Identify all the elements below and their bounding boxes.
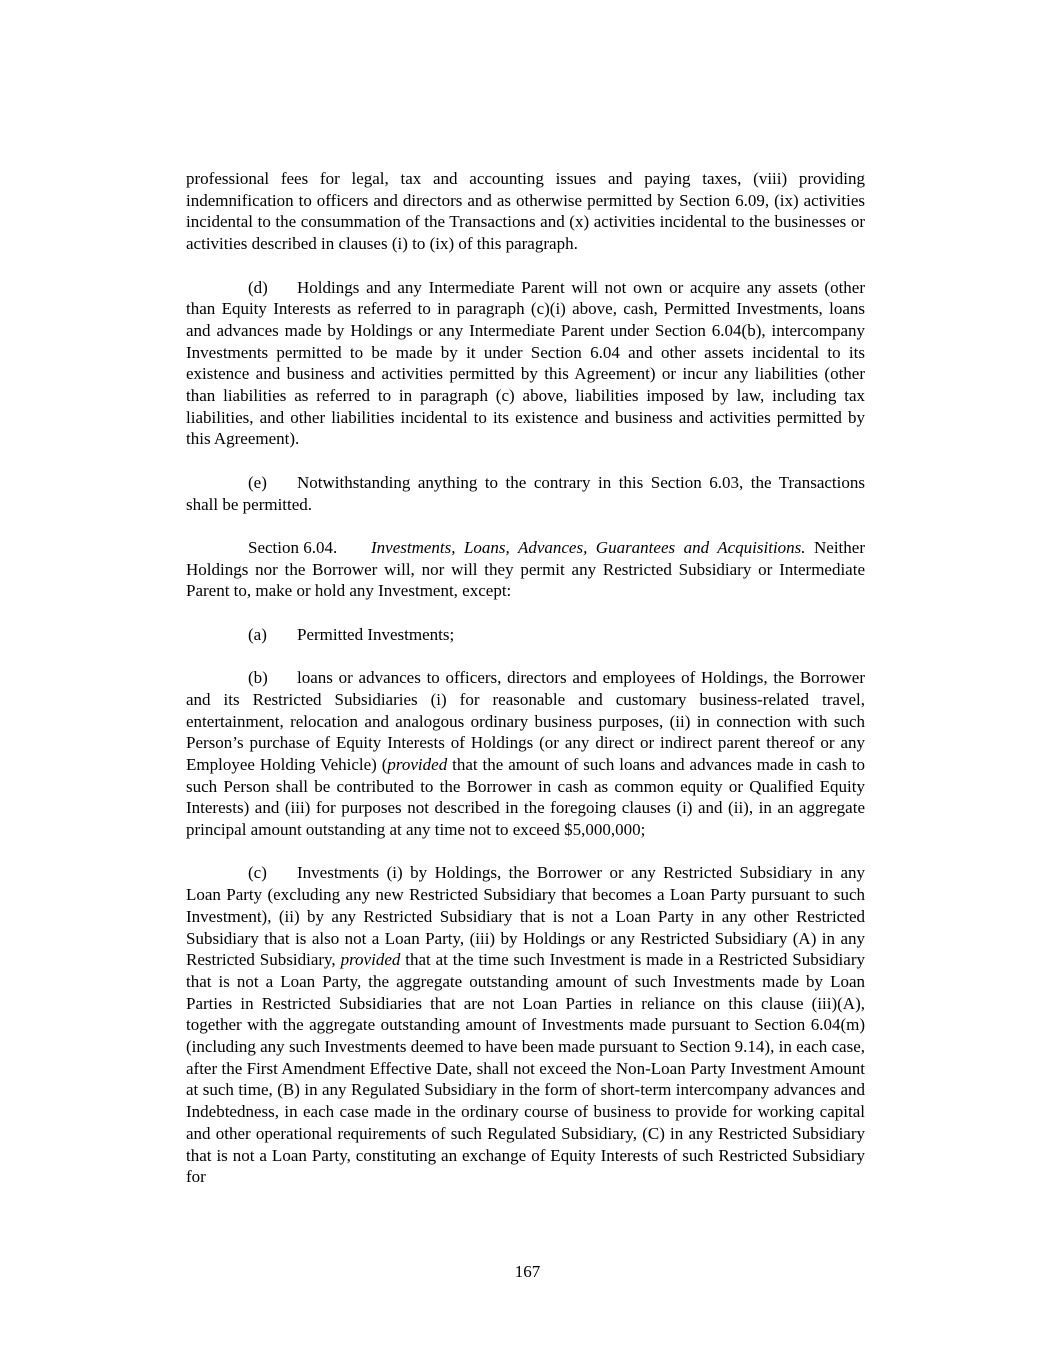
paragraph-continuation — [186, 168, 865, 255]
italic-term: provided — [340, 950, 401, 970]
clause-label: (b) — [248, 668, 268, 688]
paragraph-text: Neither Holdings nor the Borrower will, nor will they permit any Restricted Subsidiary or Intermediate Parent to, make or hold any Investment, except: — [186, 537, 865, 601]
paragraph-b — [186, 667, 865, 841]
clause-label: (a) — [248, 624, 267, 644]
paragraph-d — [186, 277, 865, 451]
clause-label: (d) — [248, 277, 268, 297]
paragraph-text: Investments (i) by Holdings, the Borrower or any Restricted Subsidiary in any Loan Party (excluding any new Restricted Subsidiary that becomes a Loan Party pursuant to such Investment), (ii) by any Restricted Subsidiary that is not a Loan Party in any other Restricted Subsidiary that is also not a Loan Party, (iii) by Holdings or any Restricted Subsidiary (A) in any Restricted Subsidiary, — [186, 863, 865, 970]
clause-label: (c) — [248, 863, 267, 883]
paragraph-text: professional fees for legal, tax and accounting issues and paying taxes, (viii) providing indemnification to officers and directors and as otherwise permitted by Section 6.09, (ix) activities incidental to the consummation of the Transactions and (x) activities incidental to the businesses or activities described in clauses (i) to (ix) of this paragraph. — [186, 169, 865, 254]
paragraph-a — [186, 624, 865, 646]
paragraph-text: Permitted Investments; — [297, 624, 455, 644]
paragraph-text: loans or advances to officers, directors and employees of Holdings, the Borrower and its Restricted Subsidiaries (i) for reasonable and customary business-related travel, entertainment, relocation and analogous ordinary business purposes, (ii) in connection with such Person’s purchase of Equity Interests of Holdings (or any direct or indirect parent thereof or any Employee Holding Vehicle) ( — [186, 668, 865, 774]
paragraph-e — [186, 472, 865, 515]
section-label: Section 6.04. — [248, 537, 338, 557]
section-heading: Investments, Loans, Advances, Guarantees and Acquisitions. — [371, 537, 806, 557]
paragraph-text: Holdings and any Intermediate Parent will not own or acquire any assets (other than Equity Interests as referred to in paragraph (c)(i) above, cash, Permitted Investments, loans and advances made by Holdings or any Intermediate Parent under Section 6.04(b), intercompany Investments permitted to be made by it under Section 6.04 and other assets incidental to its existence and business and activities permitted by this Agreement) or incur any liabilities (other than liabilities as referred to in paragraph (c) above, liabilities imposed by law, including tax liabilities, and other liabilities incidental to its existence and business and activities permitted by this Agreement). — [186, 277, 865, 449]
paragraph-text: that the amount of such loans and advances made in cash to such Person shall be contributed to the Borrower in cash as common equity or Qualified Equity Interests) and (iii) for purposes not described in the foregoing clauses (i) and (ii), in an aggregate principal amount outstanding at any time not to exceed $5,000,000; — [186, 754, 865, 840]
paragraph-text: Notwithstanding anything to the contrary in this Section 6.03, the Transactions shall be permitted. — [186, 472, 865, 514]
page-number: 167 — [514, 1262, 541, 1281]
section-6-04 — [186, 537, 865, 602]
paragraph-c — [186, 862, 865, 1188]
paragraph-text: that at the time such Investment is made in a Restricted Subsidiary that is not a Loan Party, the aggregate outstanding amount of such Investments made by Loan Parties in Restricted Subsidiaries that are not Loan Parties in reliance on this clause (iii)(A), together with the aggregate outstanding amount of Investments made pursuant to Section 6.04(m) (including any such Investments deemed to have been made pursuant to Section 9.14), in each case, after the First Amendment Effective Date, shall not exceed the Non-Loan Party Investment Amount at such time, (B) in any Regulated Subsidiary in the form of short-term intercompany advances and Indebtedness, in each case made in the ordinary course of business to provide for working capital and other operational requirements of such Regulated Subsidiary, (C) in any Restricted Subsidiary that is not a Loan Party, constituting an exchange of Equity Interests of such Restricted Subsidiary for — [186, 950, 865, 1187]
document-body — [186, 168, 865, 1210]
italic-term: provided — [387, 754, 448, 774]
clause-label: (e) — [248, 472, 267, 492]
